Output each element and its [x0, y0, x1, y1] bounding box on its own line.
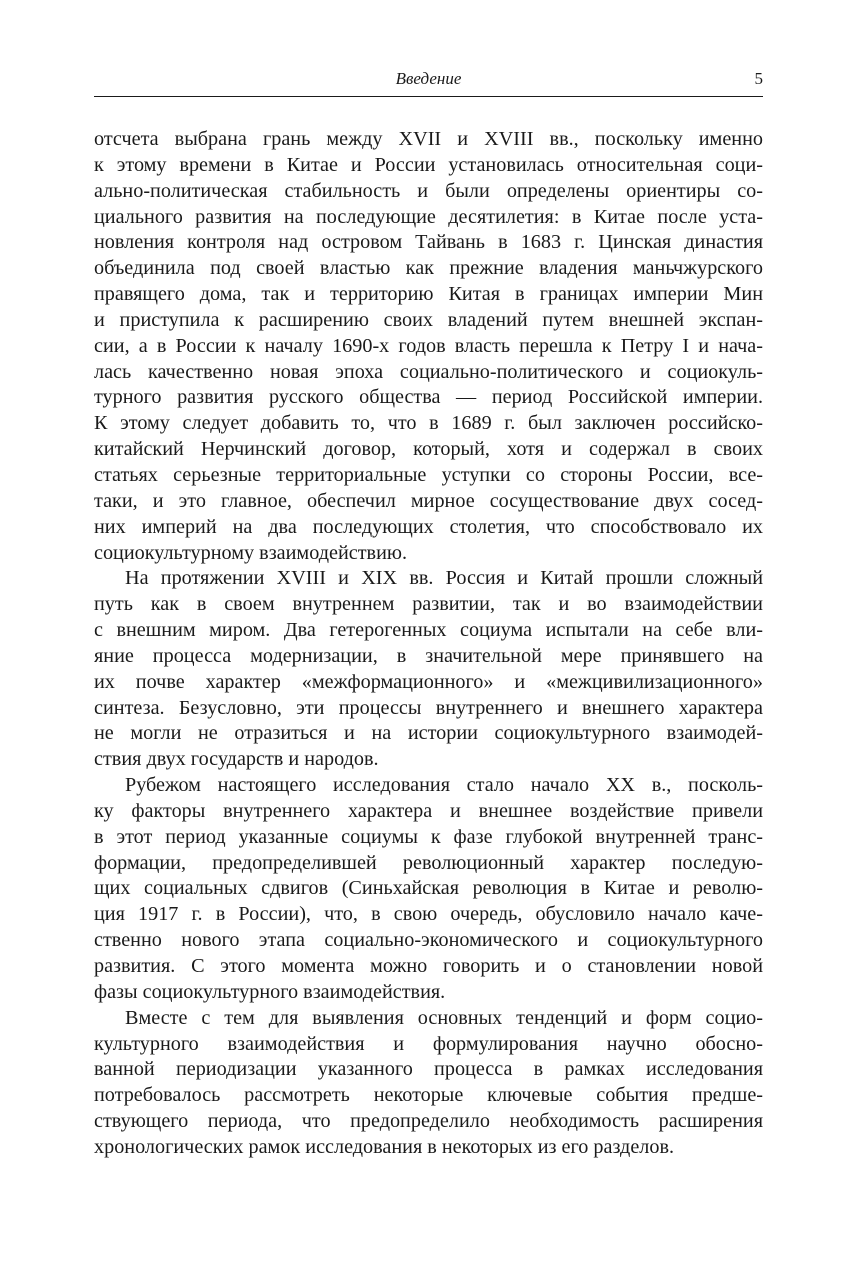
text-line: к этому времени в Китае и России установилась относительная соци- — [94, 153, 763, 176]
text-line: с внешним миром. Два гетерогенных социума испытали на себе вли- — [94, 619, 763, 642]
text-line: ствующего периода, что предопределило необходимость расширения — [94, 1110, 763, 1133]
text-line: ственно нового этапа социально-экономического и социокультурного — [94, 929, 763, 952]
text-line: синтеза. Безусловно, эти процессы внутреннего и внешнего характера — [94, 696, 763, 719]
text-line: культурного взаимодействия и формулирования научно обосно- — [94, 1032, 763, 1055]
text-line: лась качественно новая эпоха социально-политического и социокуль- — [94, 360, 763, 383]
text-line: яние процесса модернизации, в значительной мере принявшего на — [94, 644, 763, 667]
text-line: Рубежом настоящего исследования стало начало XX в., посколь- — [125, 774, 763, 797]
text-line: новления контроля над островом Тайвань в 1683 г. Цинская династия — [94, 231, 763, 254]
text-line: ция 1917 г. в России), что, в свою очередь, обусловило начало каче- — [94, 903, 763, 926]
body-text — [94, 127, 763, 1161]
text-line: социокультурному взаимодействию. — [94, 541, 408, 564]
text-line: объединила под своей властью как прежние владения маньчжурского — [94, 257, 763, 280]
text-line: развития. С этого момента можно говорить и о становлении новой — [94, 955, 763, 977]
text-line: хронологических рамок исследования в некоторых из его разделов. — [94, 1135, 675, 1158]
text-line: правящего дома, так и территорию Китая в границах империи Мин — [94, 283, 763, 306]
text-line: и приступила к расширению своих владений путем внешней экспан- — [94, 308, 763, 331]
text-line: путь как в своем внутреннем развитии, так и во взаимодействии — [94, 593, 763, 616]
text-line: турного развития русского общества — период Российской империи. — [94, 386, 763, 409]
text-line: формации, предопределившей революционный характер последую- — [94, 851, 763, 874]
text-line: Вместе с тем для выявления основных тенденций и форм социо- — [125, 1006, 763, 1029]
paragraph — [94, 773, 763, 1006]
paragraph — [94, 1006, 763, 1161]
text-line: в этот период указанные социумы к фазе глубокой внутренней транс- — [94, 825, 763, 848]
text-line: отсчета выбрана грань между XVII и XVIII вв., поскольку именно — [94, 128, 763, 150]
text-line: сии, а в России к началу 1690-х годов власть перешла к Петру I и нача- — [94, 334, 763, 357]
text-line: их почве характер «межформационного» и «межцивилизационного» — [94, 670, 763, 693]
text-line: К этому следует добавить то, что в 1689 г. был заключен российско- — [94, 412, 763, 435]
text-line: щих социальных сдвигов (Синьхайская революция в Китае и револю- — [94, 877, 763, 900]
page-number: 5 — [754, 69, 763, 88]
text-line: циального развития на последующие десятилетия: в Китае после уста- — [94, 205, 763, 228]
text-line: статьях серьезные территориальные уступки со стороны России, все- — [94, 463, 763, 486]
paragraph — [94, 127, 763, 566]
text-line: ально-политическая стабильность и были определены ориентиры со- — [94, 179, 763, 202]
text-line: фазы социокультурного взаимодействия. — [94, 980, 446, 1003]
text-line: потребовалось рассмотреть некоторые ключевые события предше- — [94, 1084, 763, 1107]
text-line: ку факторы внутреннего характера и внешнее воздействие привели — [94, 799, 763, 822]
running-header — [94, 66, 763, 97]
text-line: таки, и это главное, обеспечил мирное сосуществование двух сосед- — [94, 489, 763, 512]
text-line: них империй на два последующих столетия, что способствовало их — [94, 515, 763, 538]
text-line: ванной периодизации указанного процесса в рамках исследования — [94, 1058, 763, 1081]
text-line: На протяжении XVIII и XIX вв. Россия и Китай прошли сложный — [125, 567, 763, 590]
text-line: ствия двух государств и народов. — [94, 748, 379, 771]
paragraph — [94, 566, 763, 773]
text-line: китайский Нерчинский договор, который, хотя и содержал в своих — [94, 438, 763, 461]
text-line: не могли не отразиться и на истории социокультурного взаимодей- — [94, 722, 763, 745]
chapter-title: Введение — [395, 69, 462, 88]
